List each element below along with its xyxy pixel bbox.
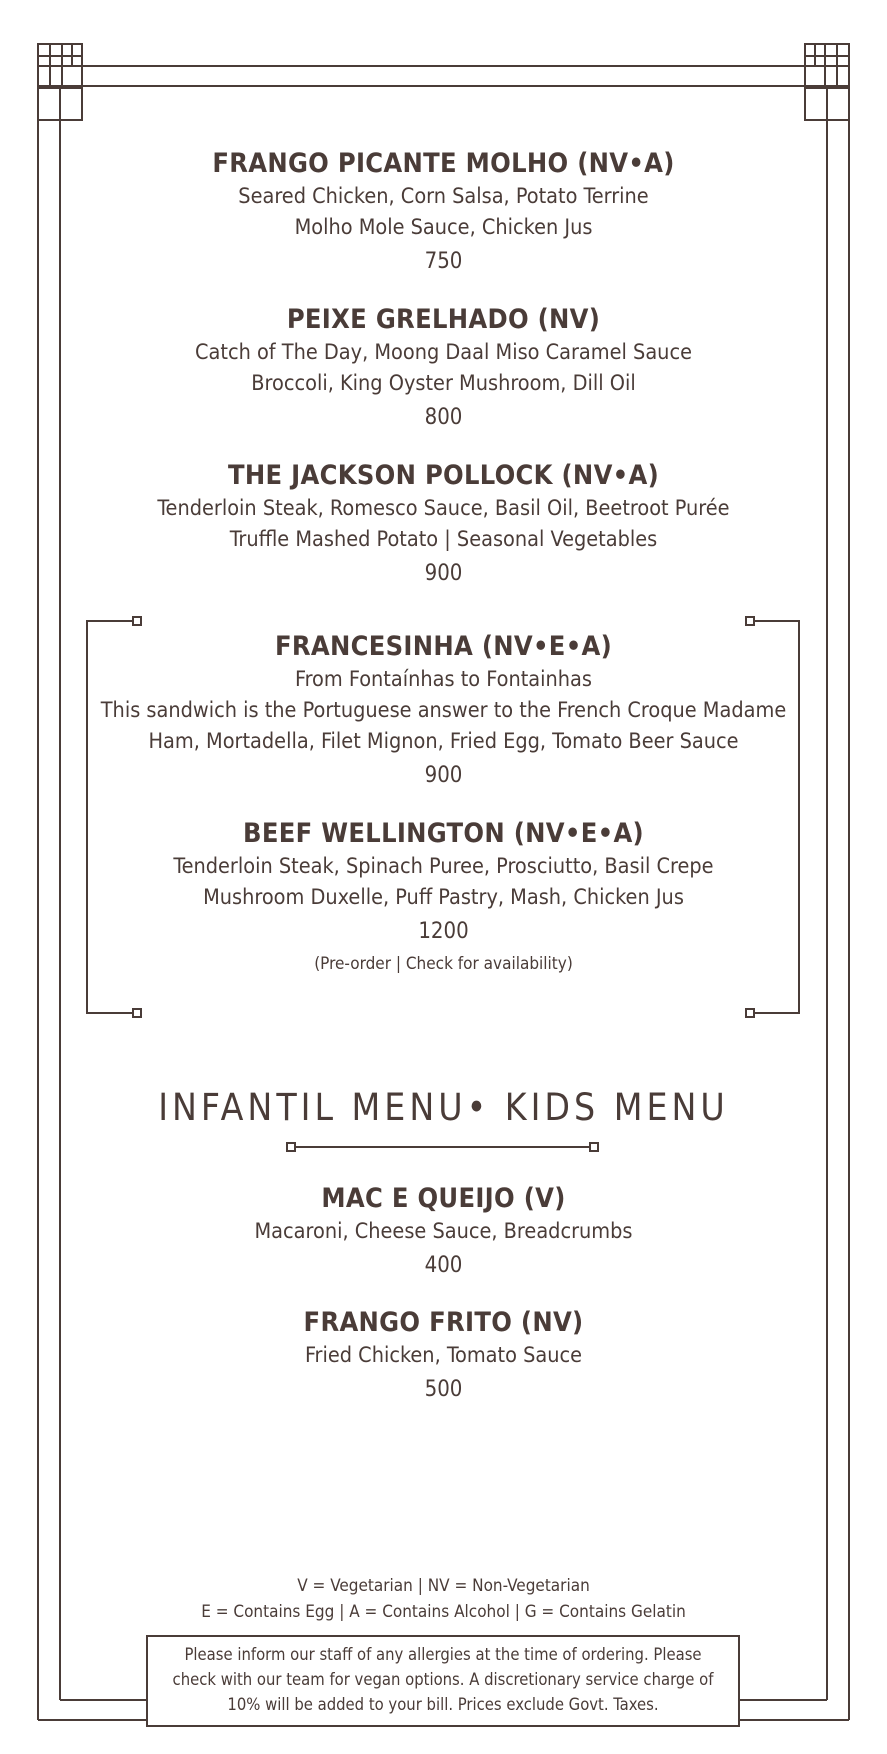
dish-description: Seared Chicken, Corn Salsa, Potato Terrine (238, 184, 649, 209)
dish-price: 1200 (418, 919, 469, 944)
dish-description: Ham, Mortadella, Filet Mignon, Fried Egg, Tomato Beer Sauce (148, 729, 739, 754)
legend-line: E = Contains Egg | A = Contains Alcohol | G = Contains Gelatin (201, 1602, 686, 1622)
dish-price: 800 (424, 405, 463, 430)
dish-price: 400 (424, 1253, 463, 1278)
dish-jackson-pollock (0, 459, 887, 591)
dish-francesinha (0, 630, 887, 793)
notice-line: Please inform our staff of any allergies at the time of ordering. Please (184, 1645, 702, 1664)
dish-description: Tenderloin Steak, Spinach Puree, Prosciutto, Basil Crepe (173, 854, 714, 879)
allergy-notice-box (146, 1635, 740, 1727)
dish-name: FRANCESINHA (NV•E•A) (274, 631, 613, 662)
dish-description: This sandwich is the Portuguese answer to the French Croque Madame (100, 698, 787, 723)
dish-mac-e-queijo (0, 1182, 887, 1283)
dish-beef-wellington (0, 817, 887, 979)
dish-price: 900 (424, 763, 463, 788)
legend-line: V = Vegetarian | NV = Non-Vegetarian (297, 1576, 590, 1596)
dish-name: BEEF WELLINGTON (NV•E•A) (243, 818, 644, 849)
dish-description: Fried Chicken, Tomato Sauce (304, 1343, 583, 1368)
dish-name: PEIXE GRELHADO (NV) (286, 304, 601, 335)
section-title-kids-menu: INFANTIL MENU• KIDS MENU (158, 1086, 729, 1129)
dish-frango-picante (0, 147, 887, 279)
dish-price: 900 (424, 561, 463, 586)
dish-price: 500 (424, 1377, 463, 1402)
dish-name: FRANGO FRITO (NV) (303, 1307, 584, 1338)
dish-price: 750 (424, 249, 463, 274)
dish-note: (Pre-order | Check for availability) (314, 954, 573, 974)
dish-description: Macaroni, Cheese Sauce, Breadcrumbs (254, 1219, 633, 1244)
dish-frango-frito (0, 1306, 887, 1407)
dish-description: Molho Mole Sauce, Chicken Jus (294, 215, 593, 240)
dish-description: From Fontaínhas to Fontainhas (295, 667, 592, 692)
notice-line: check with our team for vegan options. A discretionary service charge of (172, 1670, 714, 1689)
dish-name: MAC E QUEIJO (V) (321, 1183, 566, 1214)
dish-description: Broccoli, King Oyster Mushroom, Dill Oil (251, 371, 636, 396)
notice-line: 10% will be added to your bill. Prices exclude Govt. Taxes. (227, 1695, 659, 1714)
dietary-legend (0, 1573, 887, 1625)
dish-description: Tenderloin Steak, Romesco Sauce, Basil Oil, Beetroot Purée (157, 496, 730, 521)
dish-name: THE JACKSON POLLOCK (NV•A) (228, 460, 659, 491)
dish-peixe-grelhado (0, 303, 887, 435)
dish-description: Mushroom Duxelle, Puff Pastry, Mash, Chicken Jus (203, 885, 684, 910)
dish-description: Catch of The Day, Moong Daal Miso Caramel Sauce (195, 340, 692, 365)
dish-name: FRANGO PICANTE MOLHO (NV•A) (212, 148, 675, 179)
dish-description: Truffle Mashed Potato | Seasonal Vegetables (229, 527, 658, 552)
